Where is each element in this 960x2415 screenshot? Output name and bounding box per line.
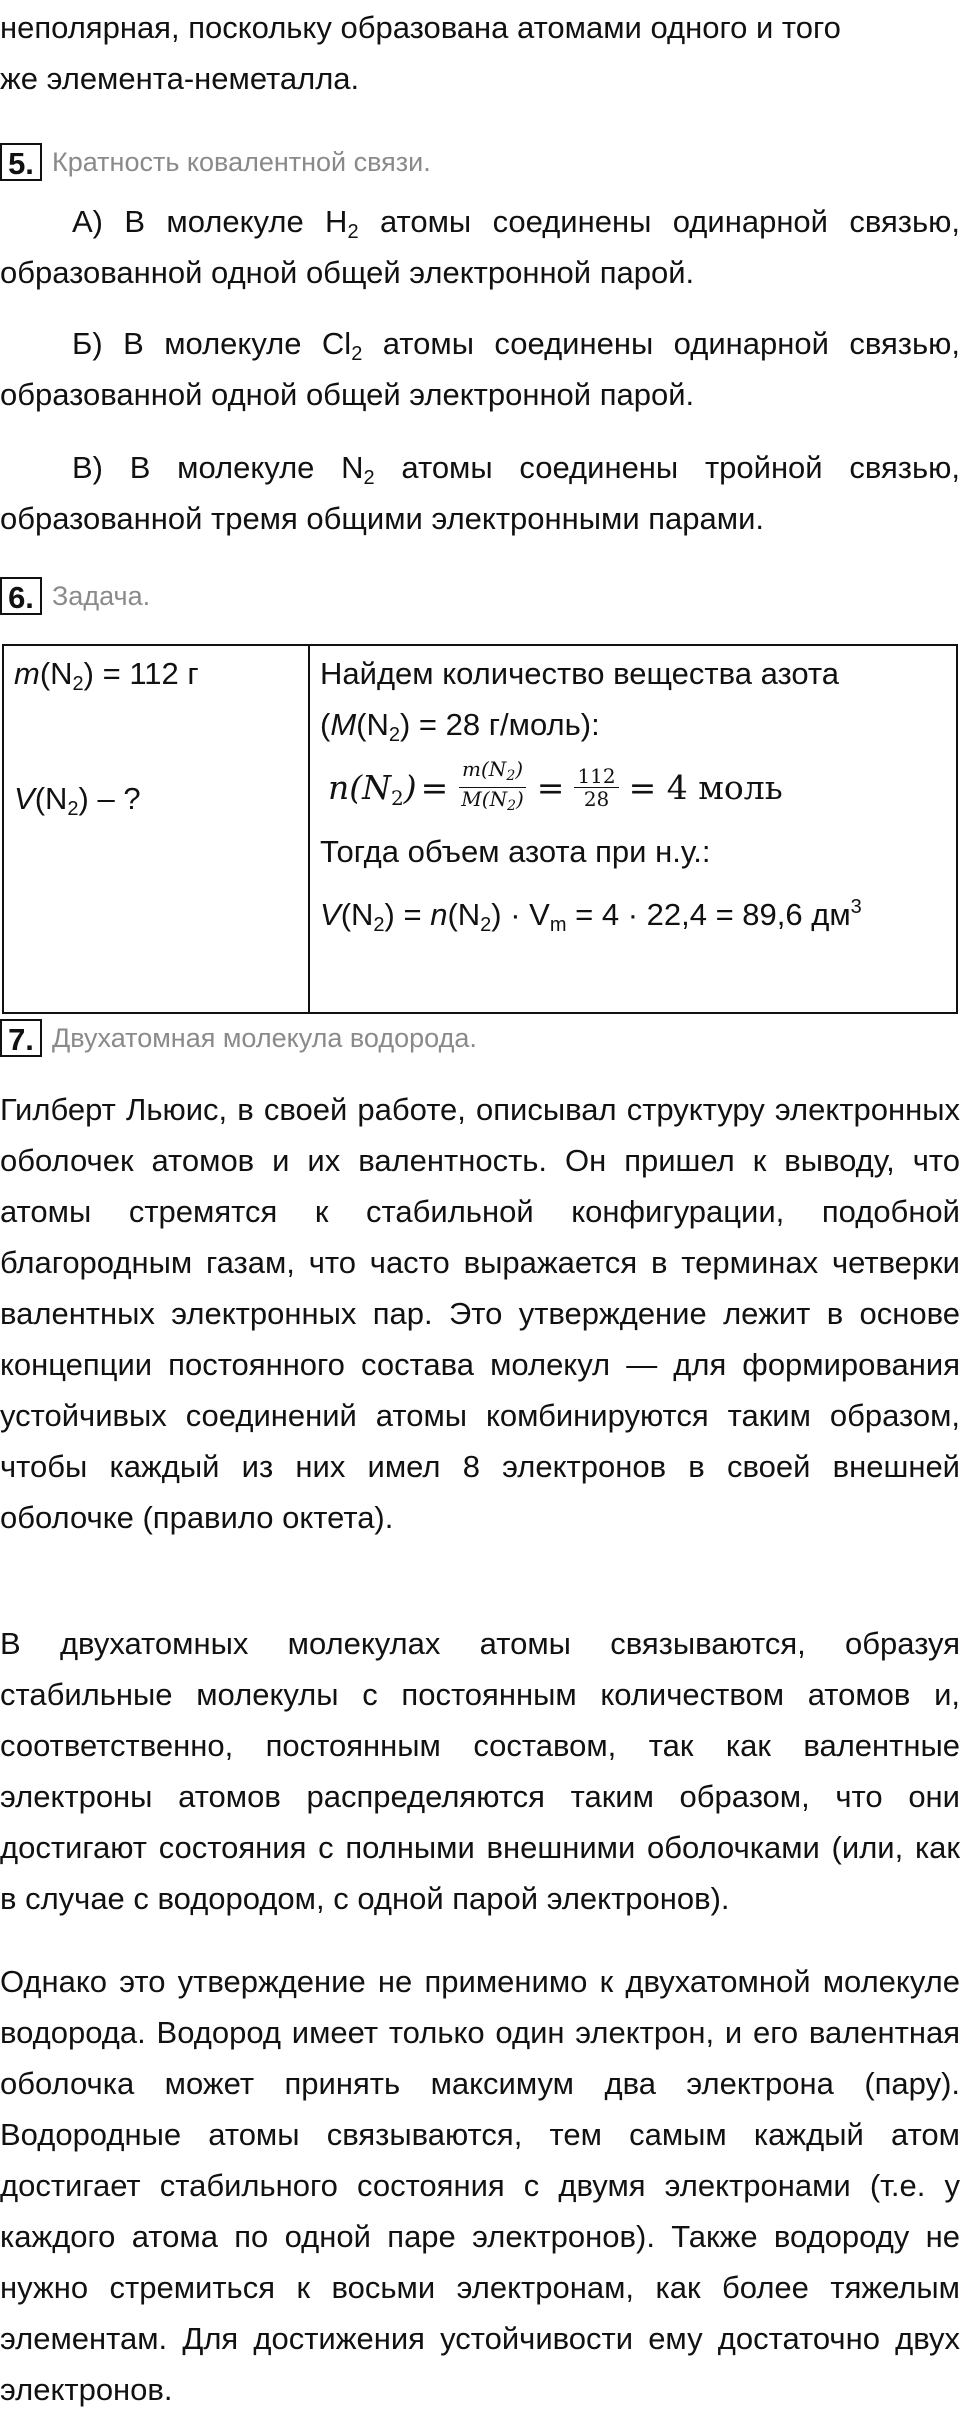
answer-a-text: атомы соединены одинарной связью, образованной одной общей электронной парой. <box>0 204 960 290</box>
fraction-numeric: $\frac{112}{28}$ <box>574 765 618 810</box>
answer-b-subscript: 2 <box>351 343 363 365</box>
task-7-paragraph-2: В двухатомных молекулах атомы связываются, образуя стабильные молекулы с постоянным количеством атомов и, соответственно, постоянным составом, так как валентные электроны атомов распределяются таким образом, что они достигают состояния с полными внешними оболочками (или, как в случае с водородом, с одной парой электронов). <box>0 1626 960 1916</box>
task-5-header <box>0 140 431 184</box>
task-6-header <box>0 574 150 618</box>
step-1-line-1: Найдем количество вещества азота <box>320 656 839 691</box>
answer-c-subscript: 2 <box>363 467 375 489</box>
task-7-number: 7. <box>0 1019 42 1057</box>
solution-cell <box>309 645 957 1013</box>
given-mass: $m(N_2) = 112$ г <box>14 656 199 695</box>
answer-b-prefix: Б) В молекуле Cl <box>72 326 352 361</box>
step-2-line: Тогда объем азота при н.у.: <box>320 834 711 869</box>
fraction-mass-over-molar: $\frac{m(N_2)}{M(N_2)}$ <box>458 758 527 817</box>
task-5-answer-c <box>0 442 960 544</box>
solution-table <box>2 644 958 1014</box>
final-volume-formula: $V(N_2) = n(N_2) \cdot V_m = 4 \cdot 22,4 = 89,6$ $дм^3$ <box>320 896 862 936</box>
answer-b-text: атомы соединены одинарной связью, образованной одной общей электронной парой. <box>0 326 960 412</box>
answer-a-subscript: 2 <box>347 221 359 243</box>
task-5-answer-a <box>0 196 960 298</box>
answer-a-prefix: А) В молекуле H <box>72 204 348 239</box>
task-6-number: 6. <box>0 577 42 615</box>
answer-c-text: атомы соединены тройной связью, образованной тремя общими электронными парами. <box>0 450 960 536</box>
task-7-title: Двухатомная молекула водорода. <box>52 1022 477 1053</box>
task-5-answer-b <box>0 318 960 420</box>
given-cell <box>3 645 309 1013</box>
task-7-header <box>0 1016 477 1060</box>
amount-formula: $n(N_2)$ = $\frac{m(N_2)}{M(N_2)}$ = $\frac{112}{28}$ = 4 моль <box>320 750 946 824</box>
intro-line-2: же элемента-неметалла. <box>0 61 360 96</box>
task-7-paragraph-1: Гилберт Льюис, в своей работе, описывал структуру электронных оболочек атомов и их валентность. Он пришел к выводу, что атомы стремятся к стабильной конфигурации, подобной благородным газам, что часто выражается в терминах четверки валентных электронных пар. Это утверждение лежит в основе концепции постоянного состава молекул — для формирования устойчивых соединений атомы комбинируются таким образом, чтобы каждый из них имел 8 электронов в своей внешней оболочке (правило октета). <box>0 1092 960 1535</box>
intro-line-1: неполярная, поскольку образована атомами одного и того <box>0 10 841 45</box>
task-5-number: 5. <box>0 143 42 181</box>
task-7-paragraph-3: Однако это утверждение не применимо к двухатомной молекуле водорода. Водород имеет только один электрон, и его валентная оболочка может принять максимум два электрона (пару). Водородные атомы связываются, тем самым каждый атом достигает стабильного состояния с двумя электронами (т.е. у каждого атома по одной паре электронов). Также водороду не нужно стремиться к восьми электронам, как более тяжелым элементам. Для достижения устойчивости ему достаточно двух электронов. <box>0 1964 960 2407</box>
answer-c-prefix: В) В молекуле N <box>72 450 364 485</box>
find-volume: $V(N_2)$ – ? <box>14 781 141 820</box>
step-1-line-2: ($M(N_2) = 28$ г/моль): <box>320 707 600 746</box>
intro-paragraph <box>0 2 960 104</box>
task-5-title: Кратность ковалентной связи. <box>52 146 431 177</box>
task-6-title: Задача. <box>52 580 151 611</box>
